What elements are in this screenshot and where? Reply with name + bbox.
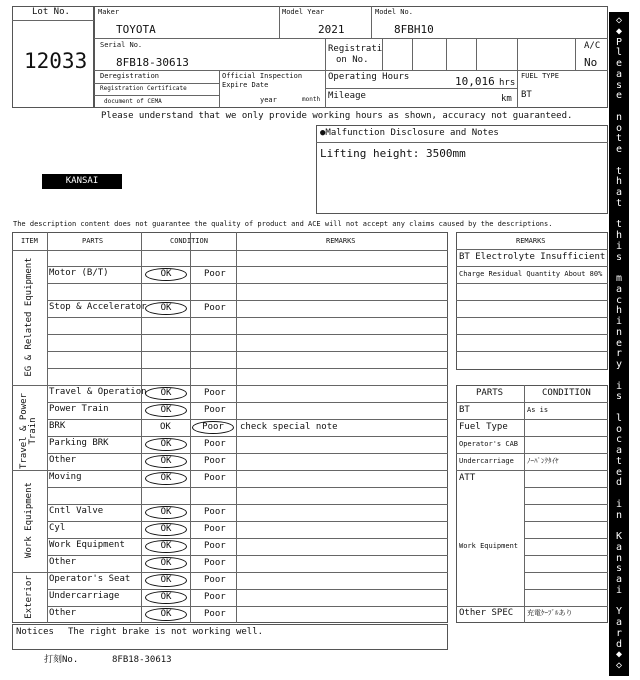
side-banner-char: ◇ [615,660,623,672]
row-cyl: Cyl [49,523,66,533]
ok-mark: OK [145,302,187,315]
group-travel: Travel & Power Train [19,393,38,469]
fuel-type-value: BT [521,90,532,100]
right-remarks-header: REMARKS [516,237,546,245]
side-banner-char: t [615,133,623,145]
disclaimer: The description content does not guarantee the quality of product and ACE will not accept any claims caused by the descriptions. [13,220,553,228]
side-banner-char: t [615,165,623,177]
side-banner-char: r [615,627,623,639]
side-banner-char: o [615,122,623,134]
poor-mark: Poor [204,541,226,551]
group-work: Work Equipment [24,482,34,558]
poor-mark: Poor [192,421,234,434]
side-banner-char: a [615,445,623,457]
side-banner-char: n [615,111,623,123]
rp-bt: BT [459,405,470,415]
rp-other-spec: Other SPEC [459,608,514,618]
side-banner-char: e [615,144,623,156]
stamp-number: 8FB18-30613 [112,655,172,665]
side-banner-char: a [615,187,623,199]
model-no-value: 8FBH10 [394,23,434,36]
row-moving: Moving [49,472,82,482]
side-banner-char: a [615,68,623,80]
location-badge-text: KANSAI [65,176,99,186]
side-banner-char: e [615,58,623,70]
row-other-travel: Other [49,455,77,465]
side-banner-char: o [615,423,623,435]
dereg-label-3: document of CEMA [104,98,162,105]
row-operators-seat: Operator's Seat [49,574,131,584]
rp-bt-cond: As is [527,406,549,414]
malfunction-box [316,125,608,214]
fuel-type-label: FUEL TYPE [521,72,559,80]
side-banner-char: K [615,531,623,543]
ok-mark: OK [145,268,187,281]
lot-number: 12033 [24,49,88,73]
ok-mark: OK [145,472,187,485]
poor-mark: Poor [204,609,226,619]
poor-mark: Poor [204,269,226,279]
ok-mark: OK [145,574,187,587]
side-banner-char: l [615,47,623,59]
side-banner-char: n [615,552,623,564]
side-banner-char: a [615,541,623,553]
right-remarks-line1: BT Electrolyte Insufficient [459,252,606,262]
ac-value: No [584,56,598,69]
group-exterior: Exterior [24,575,34,619]
side-banner-char: d [615,477,623,489]
side-banner-char: i [615,240,623,252]
side-banner-char: a [615,283,623,295]
side-banner-char: s [615,251,623,263]
model-no-label: Model No. [375,8,413,16]
ok-mark: OK [145,387,187,400]
notices-text: The right brake is not working well. [68,627,264,637]
ac-label: A/C [584,41,601,51]
row-other-exterior: Other [49,608,77,618]
serial-value: 8FB18-30613 [116,56,189,69]
poor-mark: Poor [204,575,226,585]
rp-cab: Operator's CAB [459,440,519,448]
side-banner-char: a [615,574,623,586]
poor-mark: Poor [204,405,226,415]
side-banner [609,12,629,676]
side-banner-char: l [615,412,623,424]
ok-mark: OK [145,506,187,519]
stamp-label: 打刻No. [44,655,79,665]
side-banner-char: i [615,380,623,392]
rp-condition-header: CONDITION [542,388,591,398]
side-banner-char: h [615,230,623,242]
ok-mark: OK [145,404,187,417]
row-other-work: Other [49,557,77,567]
poor-mark: Poor [204,456,226,466]
rp-under: Undercarriage [459,457,514,465]
col-remarks: REMARKS [326,237,356,245]
ok-mark: OK [145,438,187,451]
side-banner-char: c [615,294,623,306]
hrs-unit: hrs [499,78,516,88]
side-banner-char: n [615,326,623,338]
poor-mark: Poor [204,558,226,568]
side-banner-char: i [615,316,623,328]
side-banner-char: s [615,79,623,91]
side-banner-char: y [615,359,623,371]
rp-fuel: Fuel Type [459,422,508,432]
ok-mark: OK [145,455,187,468]
group-eg: EG & Related Equipment [24,257,34,377]
side-banner-char: ◆ [615,649,623,661]
side-banner-char: e [615,90,623,102]
side-banner-char: t [615,197,623,209]
row-parking-brk: Parking BRK [49,438,109,448]
side-banner-char: t [615,455,623,467]
model-year-label: Model Year [282,8,325,16]
rp-other-spec-cond: 充電ｹｰﾌﾞﾙあり [527,609,573,617]
side-banner-char: c [615,434,623,446]
ok-mark: OK [145,523,187,536]
registration-label-1: Registrati [328,44,383,54]
side-banner-char: i [615,584,623,596]
col-condition: CONDITION [170,237,208,245]
row-motor: Motor (B/T) [49,268,109,278]
dereg-label-2: Registration Certificate [100,85,187,92]
col-parts: PARTS [82,237,104,245]
ok-mark: OK [145,591,187,604]
side-banner-char: s [615,391,623,403]
maker-value: TOYOTA [116,23,156,36]
side-banner-char: m [615,273,623,285]
malfunction-text: Lifting height: 3500mm [320,147,466,160]
poor-mark: Poor [204,303,226,313]
side-banner-char: n [615,509,623,521]
ok-mark: OK [160,422,171,432]
row-cntl-valve: Cntl Valve [49,506,104,516]
rp-work-eq: Work Equipment [459,542,519,550]
model-year-value: 2021 [318,23,345,36]
side-banner-char: e [615,466,623,478]
ok-mark: OK [145,540,187,553]
side-banner-char: h [615,176,623,188]
malfunction-title: ●Malfunction Disclosure and Notes [320,128,499,138]
poor-mark: Poor [204,439,226,449]
brk-remark: check special note [240,422,338,432]
side-banner-char: d [615,638,623,650]
side-banner-char: e [615,337,623,349]
row-stop-accelerator: Stop & Accelerator [49,302,147,312]
inspection-label-1: Official Inspection [222,72,303,80]
ok-mark: OK [145,608,187,621]
side-banner-char: Y [615,606,623,618]
right-remarks-line2: Charge Residual Quantity About 80% [459,270,603,278]
side-banner-char: ◇ [615,15,623,26]
km-unit: km [501,94,512,104]
row-brk: BRK [49,421,66,431]
location-badge [42,174,122,189]
maker-label: Maker [98,8,120,16]
op-hours-label: Operating Hours [328,72,410,82]
poor-mark: Poor [204,507,226,517]
hours-notice: Please understand that we only provide working hours as shown, accuracy not guaranteed. [101,111,573,121]
year-label: year [260,96,277,104]
lot-label: Lot No. [32,7,70,17]
row-work-equipment: Work Equipment [49,540,125,550]
row-travel-operation: Travel & Operation [49,387,147,397]
mileage-label: Mileage [328,91,366,101]
serial-label: Serial No. [100,41,143,49]
side-banner-char: r [615,348,623,360]
poor-mark: Poor [204,592,226,602]
side-banner-char: P [615,36,623,48]
dereg-label-1: Deregistration [100,72,160,80]
side-banner-char: h [615,305,623,317]
rp-parts-header: PARTS [476,388,504,398]
poor-mark: Poor [204,524,226,534]
rp-under-cond: ﾉｰﾊﾟﾝｸﾀｲﾔ [527,457,559,465]
side-banner-char: a [615,617,623,629]
col-item: ITEM [21,237,38,245]
side-banner-char: t [615,219,623,231]
inspection-label-2: Expire Date [222,81,269,89]
notices-label: Notices [16,627,54,637]
row-undercarriage: Undercarriage [49,591,120,601]
rp-att: ATT [459,473,476,483]
side-banner-char: s [615,563,623,575]
registration-label-2: on No. [336,55,369,65]
op-hours-value: 10,016 [455,75,495,88]
poor-mark: Poor [204,388,226,398]
month-label: month [302,96,321,103]
poor-mark: Poor [204,473,226,483]
ok-mark: OK [145,557,187,570]
side-banner-char: ◆ [615,25,623,37]
row-power-train: Power Train [49,404,109,414]
side-banner-char: i [615,498,623,510]
